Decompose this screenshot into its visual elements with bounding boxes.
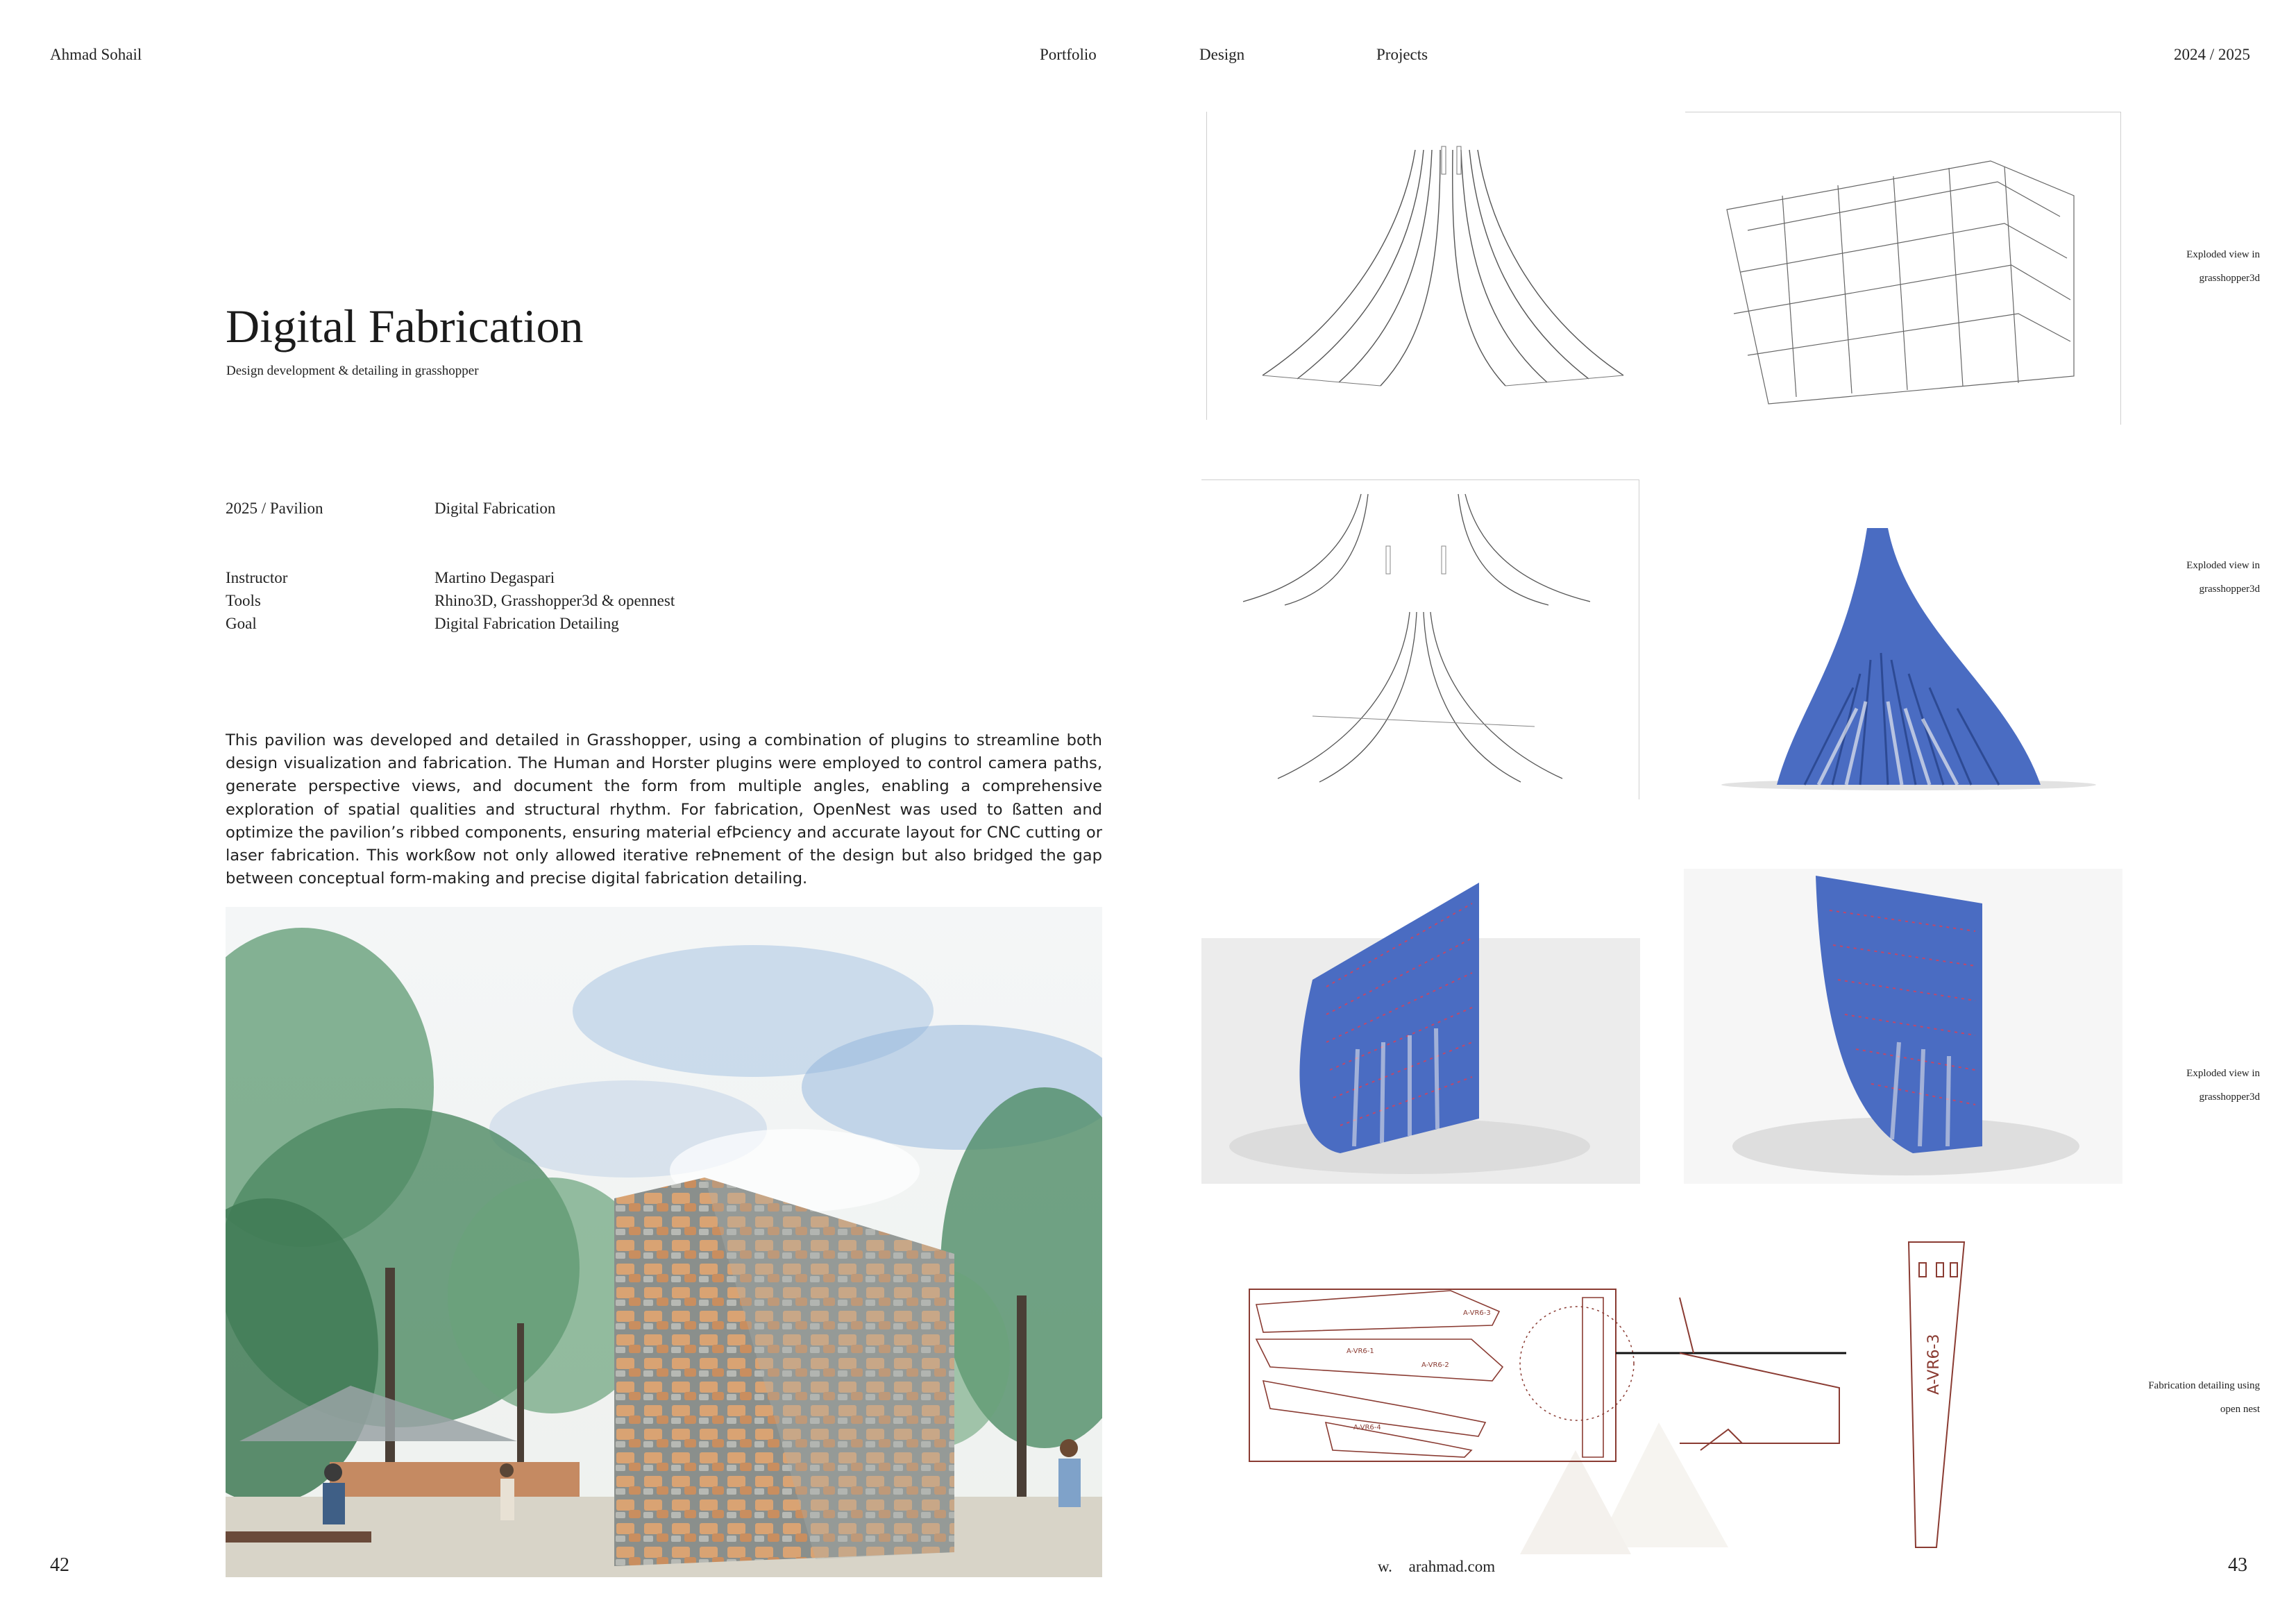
details-labels bbox=[226, 566, 287, 635]
author-name: Ahmad Sohail bbox=[50, 46, 142, 63]
pavilion-watercolor-image bbox=[226, 907, 1102, 1577]
website-prefix: w. bbox=[1378, 1558, 1392, 1575]
website-link[interactable] bbox=[1378, 1558, 1495, 1576]
opennest-fabrication-drawing bbox=[1242, 1221, 1985, 1554]
caption-line: grasshopper3d bbox=[2199, 584, 2260, 595]
pavilion-render-perspective-left bbox=[1201, 869, 1640, 1184]
pavilion-render-side-view bbox=[1680, 479, 2121, 799]
project-description: This pavilion was developed and detailed in Grasshopper, using a combination of plugins to streamline both design visualization and fabrication. The Human and Horster plugins were employed to control camera paths, generate perspective views, and document the form from multiple angles, enabling a comprehensive exploration of spatial qualities and structural rhythm. For fabrication, OpenNest was used to ßatten and optimize the pavilion’s ribbed components, ensuring material efÞciency and accurate layout for CNC cutting or laser fabrication. This workßow not only allowed iterative reÞnement of the design but also bridged the gap between conceptual form-making and precise digital fabrication detailing. bbox=[226, 731, 1102, 888]
detail-label: Instructor bbox=[226, 569, 288, 586]
caption-line: open nest bbox=[2220, 1404, 2260, 1415]
nav-design[interactable]: Design bbox=[1199, 46, 1245, 63]
caption-line: Fabrication detailing using bbox=[2148, 1380, 2260, 1391]
header-years: 2024 / 2025 bbox=[2174, 46, 2250, 63]
detail-label: Goal bbox=[226, 615, 257, 632]
nest-part-label: A-VR6-2 bbox=[1421, 1361, 1449, 1369]
exploded-wireframe-front bbox=[1206, 112, 1682, 420]
detail-value: Rhino3D, Grasshopper3d & opennest bbox=[434, 592, 675, 609]
nest-part-label-large: A-VR6-3 bbox=[1925, 1334, 1943, 1395]
caption-line: Exploded view in bbox=[2186, 249, 2260, 260]
nest-part-label: A-VR6-1 bbox=[1347, 1348, 1374, 1355]
page-number-right: 43 bbox=[2228, 1554, 2247, 1576]
pavilion-render-perspective-right bbox=[1684, 869, 2122, 1184]
nest-part-label: A-VR6-4 bbox=[1353, 1424, 1381, 1431]
caption-exploded-3 bbox=[2079, 1062, 2260, 1109]
caption-exploded-1 bbox=[2079, 243, 2260, 290]
project-year-type: 2025 / Pavilion bbox=[226, 500, 323, 517]
detail-value: Digital Fabrication Detailing bbox=[434, 615, 619, 632]
caption-fabrication bbox=[2079, 1374, 2260, 1421]
detail-label: Tools bbox=[226, 592, 261, 609]
nest-part-label: A-VR6-3 bbox=[1463, 1309, 1491, 1317]
exploded-wireframe-split bbox=[1201, 479, 1639, 799]
nav-portfolio[interactable]: Portfolio bbox=[1040, 46, 1097, 63]
detail-value: Martino Degaspari bbox=[434, 569, 555, 586]
details-values bbox=[434, 566, 675, 635]
caption-exploded-2 bbox=[2079, 554, 2260, 601]
caption-line: Exploded view in bbox=[2186, 560, 2260, 571]
exploded-wireframe-perspective bbox=[1685, 112, 2121, 425]
caption-line: Exploded view in bbox=[2186, 1068, 2260, 1079]
page-subtitle: Design development & detailing in grasshopper bbox=[226, 364, 479, 378]
caption-line: grasshopper3d bbox=[2199, 273, 2260, 284]
page-title: Digital Fabrication bbox=[226, 300, 584, 352]
project-name: Digital Fabrication bbox=[434, 500, 556, 517]
caption-line: grasshopper3d bbox=[2199, 1091, 2260, 1103]
website-url[interactable]: arahmad.com bbox=[1408, 1558, 1496, 1575]
page-number-left: 42 bbox=[50, 1554, 69, 1576]
nav-projects[interactable]: Projects bbox=[1376, 46, 1428, 63]
